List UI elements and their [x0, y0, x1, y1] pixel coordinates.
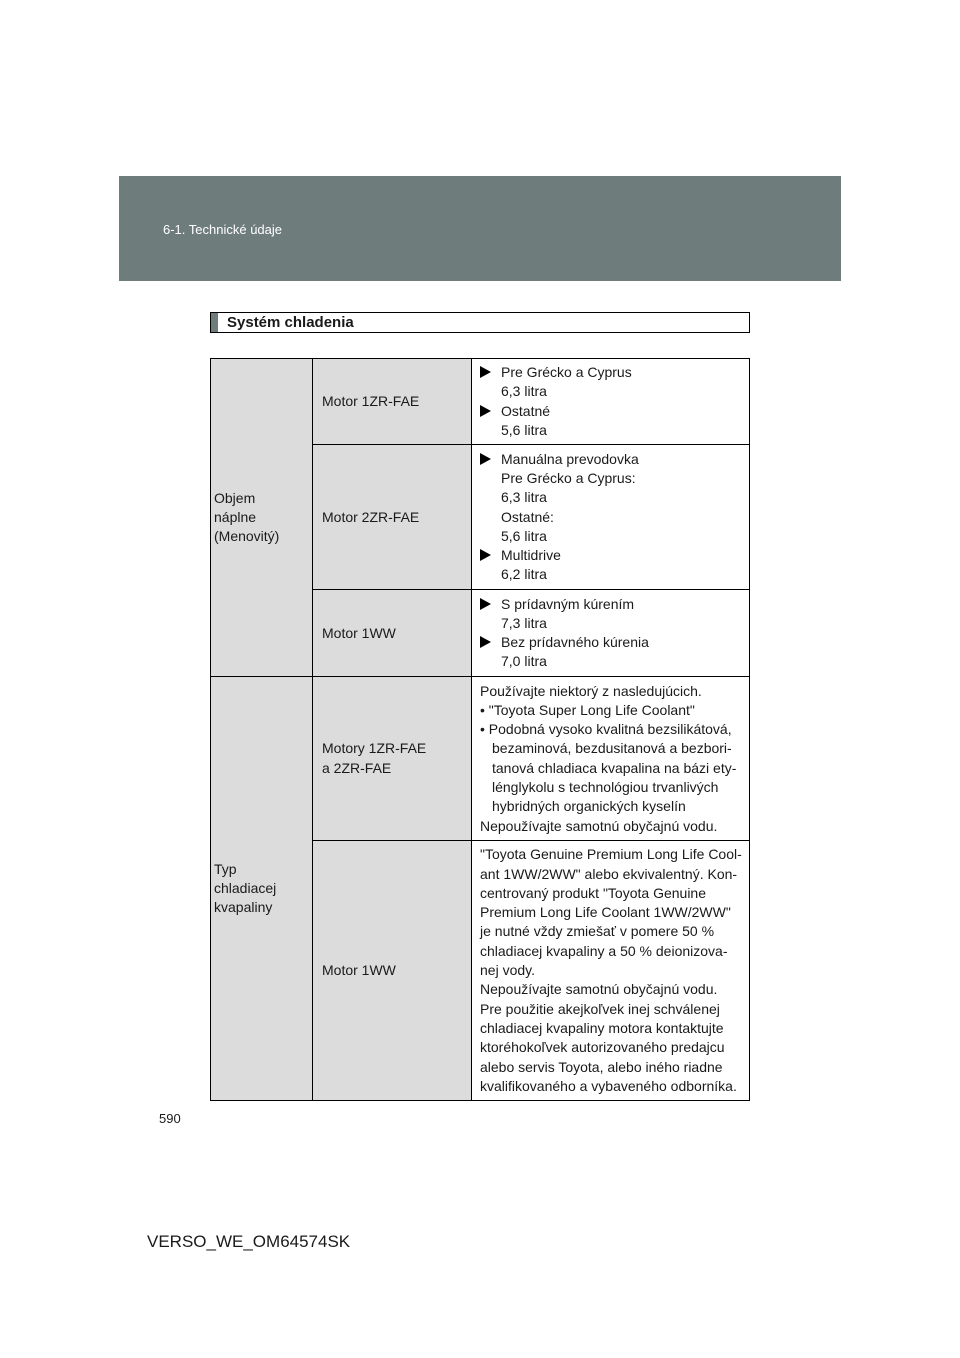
triangle-bullet-icon	[480, 549, 491, 561]
triangle-bullet-icon	[480, 636, 491, 648]
table-row	[211, 359, 750, 445]
capacity-label: Objem náplne (Menovitý)	[211, 359, 313, 677]
triangle-bullet-icon	[480, 598, 491, 610]
value-cell: Manuálna prevodovka Pre Grécko a Cyprus: 6,3 litra Ostatné: 5,6 litra Multidrive 6,2 litra	[472, 445, 750, 590]
coolant-spec-table	[210, 358, 750, 1101]
triangle-bullet-icon	[480, 405, 491, 417]
table-row	[211, 677, 750, 841]
section-title-box	[210, 312, 750, 333]
value-cell: Používajte niektorý z nasledujúcich. • "Toyota Super Long Life Coolant" • Podobná vysoko kvalitná bezsilikátová, bezaminová, bezdusitanová a bezbori- tanová chladiaca kvapalina na bázi ety- lénglykolu s technológiou trvanlivých hybridných organických kyselín Nepoužívajte samotnú obyčajnú vodu.	[472, 677, 750, 841]
triangle-bullet-icon	[480, 366, 491, 378]
coolant-type-label: Typ chladiacej kvapaliny	[211, 677, 313, 1101]
document-code: VERSO_WE_OM64574SK	[147, 1232, 351, 1251]
engine-cell: Motory 1ZR-FAE a 2ZR-FAE	[313, 677, 472, 841]
page-number: 590	[159, 1111, 181, 1126]
chapter-header	[119, 176, 841, 281]
value-cell: S prídavným kúrením 7,3 litra Bez prídavného kúrenia 7,0 litra	[472, 590, 750, 677]
engine-cell: Motor 1WW	[313, 841, 472, 1101]
engine-cell: Motor 2ZR-FAE	[313, 445, 472, 590]
value-cell: Pre Grécko a Cyprus 6,3 litra Ostatné 5,6 litra	[472, 359, 750, 445]
section-title: Systém chladenia	[227, 314, 354, 331]
value-cell: "Toyota Genuine Premium Long Life Cool- ant 1WW/2WW" alebo ekvivalentný. Kon- centrovaný produkt "Toyota Genuine Premium Long Life Coolant 1WW/2WW" je nutné vždy zmiešať v pomere 50 % chladiacej kvapaliny a 50 % deionizova- nej vody. Nepoužívajte samotnú obyčajnú vodu. Pre použitie akejkoľvek inej schválenej chladiacej kvapaliny motora kontaktujte ktoréhokoľvek autorizovaného predajcu alebo servis Toyota, alebo iného riadne kvalifikovaného a vybaveného odborníka.	[472, 841, 750, 1101]
engine-cell: Motor 1ZR-FAE	[313, 359, 472, 445]
chapter-title: 6-1. Technické údaje	[163, 222, 283, 237]
section-title-bar	[211, 313, 218, 332]
engine-cell: Motor 1WW	[313, 590, 472, 677]
triangle-bullet-icon	[480, 453, 491, 465]
